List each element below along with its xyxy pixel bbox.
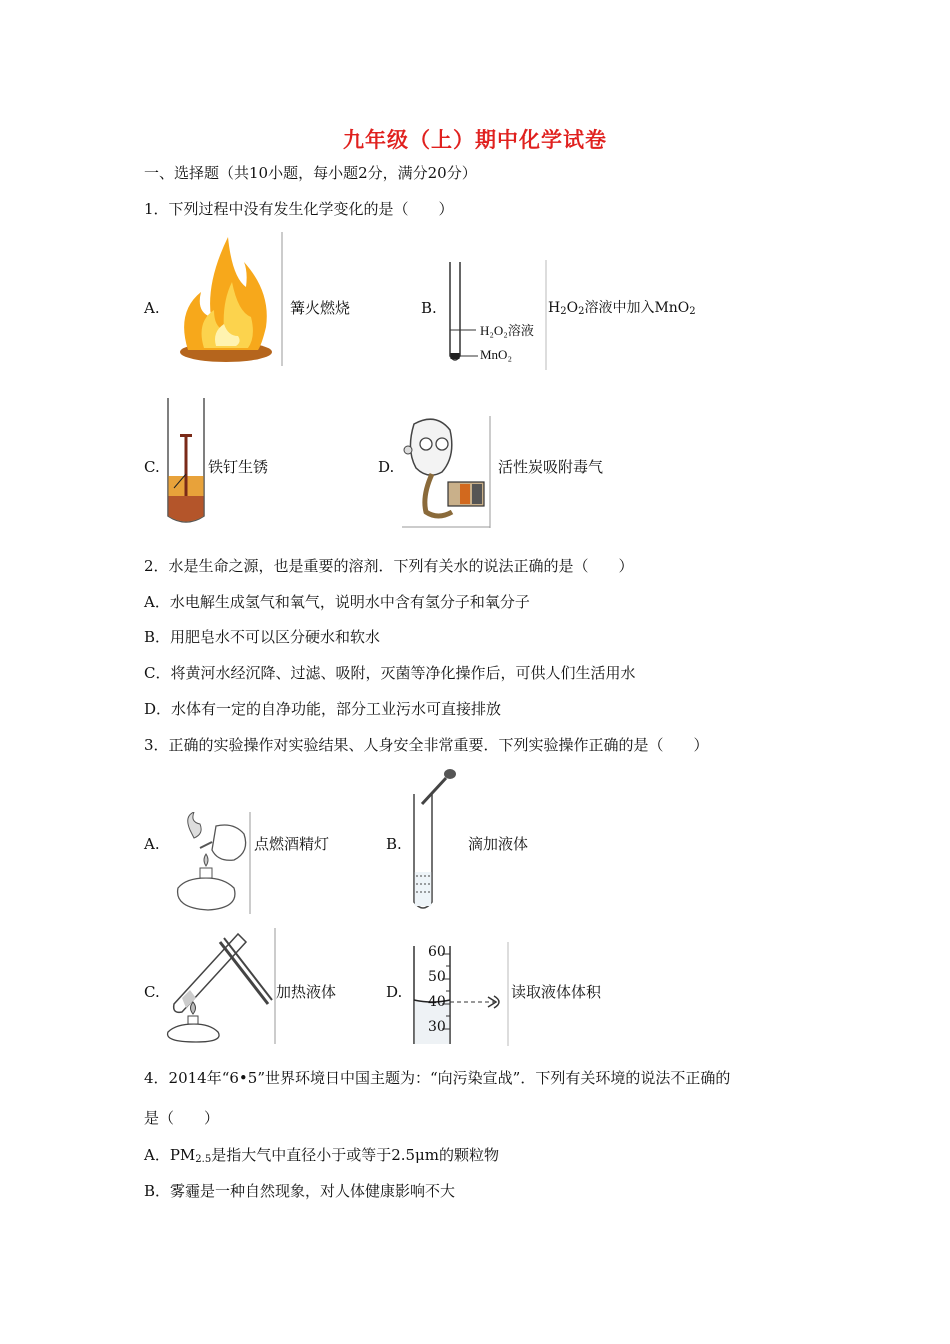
cylinder-tick-30: 30 — [428, 1019, 446, 1035]
q2-stem: 2．水是生命之源，也是重要的溶剂．下列有关水的说法正确的是（ ） — [144, 557, 634, 575]
cylinder-tick-60: 60 — [428, 944, 446, 960]
q1-option-b-letter: B. — [421, 299, 437, 317]
q4-stem-line2: 是（ ） — [144, 1109, 220, 1127]
q2-option-a: A．水电解生成氢气和氧气，说明水中含有氢分子和氧分子 — [144, 593, 530, 611]
q1-option-c-letter: C. — [144, 458, 160, 476]
q2-option-b: B．用肥皂水不可以区分硬水和软水 — [144, 628, 381, 646]
fig-label-mno2: MnO₂ — [480, 347, 512, 362]
q1-option-a-text: 篝火燃烧 — [290, 299, 351, 317]
q2-option-d: D．水体有一定的自净功能，部分工业污水可直接排放 — [144, 700, 502, 718]
q1-option-b-text: $H_2O_2$溶液中加入MnO$_2$ — [548, 300, 696, 317]
heating-liquid-figure — [160, 928, 278, 1044]
page-title: 九年级（上）期中化学试卷 — [343, 128, 607, 152]
q3-stem: 3．正确的实验操作对实验结果、人身安全非常重要．下列实验操作正确的是（ ） — [144, 736, 709, 754]
q3-option-b-text: 滴加液体 — [468, 835, 529, 853]
q3-option-a-letter: A. — [144, 835, 160, 853]
q2-option-c: C．将黄河水经沉降、过滤、吸附，灭菌等净化操作后，可供人们生活用水 — [144, 664, 636, 682]
section-heading: 一、选择题（共10小题，每小题2分，满分20分） — [144, 164, 477, 182]
alcohol-lamp-lighting-figure — [164, 812, 252, 914]
q3-option-c-letter: C. — [144, 983, 160, 1001]
q1-option-c-text: 铁钉生锈 — [208, 458, 269, 476]
iron-nail-rust-figure — [164, 396, 208, 528]
q1-option-d-text: 活性炭吸附毒气 — [498, 458, 604, 476]
q4-stem-line1: 4．2014年“6•5”世界环境日中国主题为：“向污染宣战”．下列有关环境的说法不正确的 — [144, 1069, 731, 1087]
cylinder-tick-40: 40 — [428, 994, 446, 1010]
q1-stem: 1．下列过程中没有发生化学变化的是（ ） — [144, 200, 454, 218]
dropper-test-tube-figure — [410, 768, 462, 914]
gas-mask-figure — [402, 416, 492, 528]
q1-option-d-letter: D. — [378, 458, 395, 476]
q3-option-d-letter: D. — [386, 983, 403, 1001]
graduated-cylinder-figure — [410, 942, 510, 1046]
cylinder-tick-50: 50 — [428, 969, 446, 985]
q3-option-b-letter: B. — [386, 835, 402, 853]
q3-option-c-text: 加热液体 — [276, 983, 337, 1001]
q4-option-a: A．$PM_{2.5}$是指大气中直径小于或等于2.5μm的颗粒物 — [144, 1146, 500, 1165]
q1-option-a-letter: A. — [144, 299, 160, 317]
q4-option-b: B．雾霾是一种自然现象，对人体健康影响不大 — [144, 1182, 456, 1200]
fig-label-h2o2: H₂O₂溶液 — [480, 323, 534, 338]
bonfire-figure — [166, 232, 284, 366]
q3-option-d-text: 读取液体体积 — [511, 983, 602, 1001]
q3-option-a-text: 点燃酒精灯 — [254, 835, 330, 853]
